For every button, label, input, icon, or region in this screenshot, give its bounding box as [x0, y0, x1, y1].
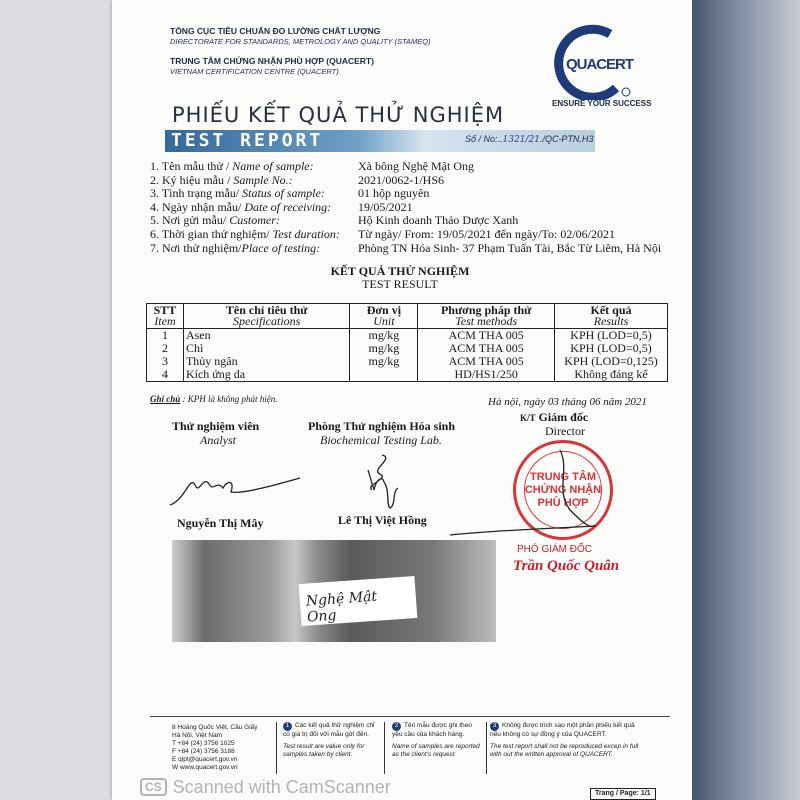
org1-vi: TỔNG CỤC TIÊU CHUẨN ĐO LƯỜNG CHẤT LƯỢNG [170, 26, 381, 36]
lab-en: Biochemical Testing Lab. [320, 433, 442, 447]
table-row [147, 368, 668, 382]
table-cell: 4 [147, 368, 184, 382]
table-cell: ACM THA 005 [418, 355, 555, 368]
table-cell: Kích ứng da [183, 368, 350, 382]
table-cell: 3 [147, 355, 184, 368]
table-cell: KPH (LOD=0,5) [555, 329, 668, 343]
org2-en: VIETNAM CERTIFICATION CENTRE (QUACERT) [170, 67, 339, 76]
quacert-logo [552, 22, 638, 100]
results-table [146, 303, 668, 382]
result-heading-en: TEST RESULT [362, 277, 438, 291]
slogan: ENSURE YOUR SUCCESS [552, 99, 652, 108]
column-header: Phương pháp thử Test methods [418, 304, 555, 329]
table-cell: KPH (LOD=0,125) [555, 355, 668, 368]
org2-vi: TRUNG TÂM CHỨNG NHẬN PHÙ HỢP (QUACERT) [170, 56, 374, 66]
director-title: K/T Giám đốc [520, 410, 589, 424]
table-cell: mg/kg [350, 329, 418, 343]
analyst-title: Thử nghiệm viên [172, 419, 260, 433]
footer-note: 3 Không được trích sao một phần phiếu kết quả nếu không có sự đồng ý của QUACERT. The test report shall not be reproduced excep in full with out the written approval of QUACERT. [490, 722, 639, 758]
table-row [147, 329, 668, 343]
sample-info [150, 160, 661, 255]
column-header: Kết quả Results [555, 304, 668, 329]
table-cell: Thủy ngân [183, 355, 350, 368]
director-en: Director [545, 424, 585, 438]
table-cell: mg/kg [350, 355, 418, 368]
deputy-name: Trần Quốc Quân [513, 558, 620, 574]
footer-divider [150, 716, 670, 717]
table-cell: 1 [147, 329, 184, 343]
info-row: 3. Tình trạng mẫu/ Status of sample: 01 hộp nguyên [150, 186, 430, 201]
table-cell: KPH (LOD=0,5) [555, 342, 668, 355]
analyst-signature [165, 470, 305, 510]
info-row: 4. Ngày nhận mẫu/ Date of receiving: 19/05/2021 [150, 199, 413, 214]
info-row: 2. Ký hiệu mẫu / Sample No.: 2021/0062-1/HS6 [150, 172, 445, 187]
table-cell: HD/HS1/250 [418, 368, 555, 382]
info-row: 6. Thời gian thử nghiệm/ Test duration: Từ ngày/ From: 19/05/2021 đến ngày/To: 02/06/2021 [150, 226, 615, 241]
lab-name: Lê Thị Việt Hồng [338, 513, 427, 527]
table-cell: ACM THA 005 [418, 329, 555, 343]
test-report-band [165, 130, 595, 152]
table-cell: 2 [147, 342, 184, 355]
table-cell: Asen [183, 329, 350, 343]
table-cell: ACM THA 005 [418, 342, 555, 355]
info-value: Hộ Kinh doanh Thảo Dược Xanh [358, 213, 519, 228]
analyst-en: Analyst [200, 433, 236, 447]
info-row: 1. Tên mẫu thử / Name of sample: Xà bông Nghệ Mật Ong [150, 159, 474, 173]
info-value: Xà bông Nghệ Mật Ong [358, 159, 474, 173]
deputy-title: PHÓ GIÁM ĐỐC [517, 544, 593, 555]
column-header: Đơn vị Unit [350, 304, 418, 329]
info-value: Từ ngày/ From: 19/05/2021 đến ngày/To: 02/06/2021 [358, 226, 615, 241]
table-cell: Chì [183, 342, 350, 355]
title-vi: PHIẾU KẾT QUẢ THỬ NGHIỆM [172, 103, 505, 127]
table-cell: Không đáng kể [555, 368, 668, 382]
official-stamp: TRUNG TÂM CHỨNG NHẬN PHÙ HỢP [513, 440, 613, 540]
info-row: 5. Nơi gửi mẫu/ Customer: Hộ Kinh doanh Thảo Dược Xanh [150, 213, 519, 228]
footer-address: 8 Hoàng Quốc Việt, Cầu Giấy Hà Nội, Việt Nam T +84 (24) 3756 1025 F +84 (24) 3756 3188 E qlpt@quacert.gov.vn W www.quacert.gov.vn [172, 724, 258, 771]
title-en: TEST REPORT [171, 130, 324, 151]
date-line: Hà nội, ngày 03 tháng 06 năm 2021 [488, 396, 647, 408]
note: Ghi chú : KPH là không phát hiện. [150, 394, 278, 404]
page-number: Trang / Page: 1/1 [590, 788, 656, 800]
result-heading-vi: KẾT QUẢ THỬ NGHIỆM [330, 264, 470, 278]
lab-title: Phòng Thử nghiệm Hóa sinh [308, 419, 456, 433]
footer-note: 2 Tên mẫu được ghi theo yêu cầu của khách hàng. Name of samples are reported as the client's request [392, 722, 480, 758]
sample-photo-label: Nghệ Mật Ong [299, 576, 418, 626]
info-value: 01 hộp nguyên [358, 186, 430, 201]
org1-en: DIRECTORATE FOR STANDARDS, METROLOGY AND QUALITY (STAMEQ) [170, 37, 431, 46]
logo-text: QUACERT [566, 56, 634, 73]
table-cell: mg/kg [350, 342, 418, 355]
lab-signature [360, 450, 410, 512]
director-signature [440, 440, 600, 540]
column-header: Tên chỉ tiêu thử Specifications [183, 304, 350, 329]
info-value: 2021/0062-1/HS6 [358, 172, 445, 187]
analyst-name: Nguyễn Thị Mây [177, 516, 264, 530]
footer-note: 1 Các kết quả thử nghiệm chỉ có giá trị đối với mẫu gửi đến. Test result are value only for samples taken by client. [283, 722, 375, 758]
report-number: Số / No:..1321/21./QC-PTN.H3 [465, 134, 594, 145]
table-cell [350, 368, 418, 382]
info-value: Phòng TN Hóa Sinh- 37 Phạm Tuấn Tài, Bắc Từ Liêm, Hà Nội [358, 240, 662, 255]
camscanner-watermark: CS Scanned with CamScanner [140, 777, 391, 798]
info-row: 7. Nơi thử nghiệm/Place of testing: Phòng TN Hóa Sinh- 37 Phạm Tuấn Tài, Bắc Từ Liêm, Hà Nội [150, 240, 662, 255]
info-value: 19/05/2021 [358, 199, 413, 214]
scan-background [692, 0, 800, 800]
column-header: STT Item [147, 304, 184, 329]
